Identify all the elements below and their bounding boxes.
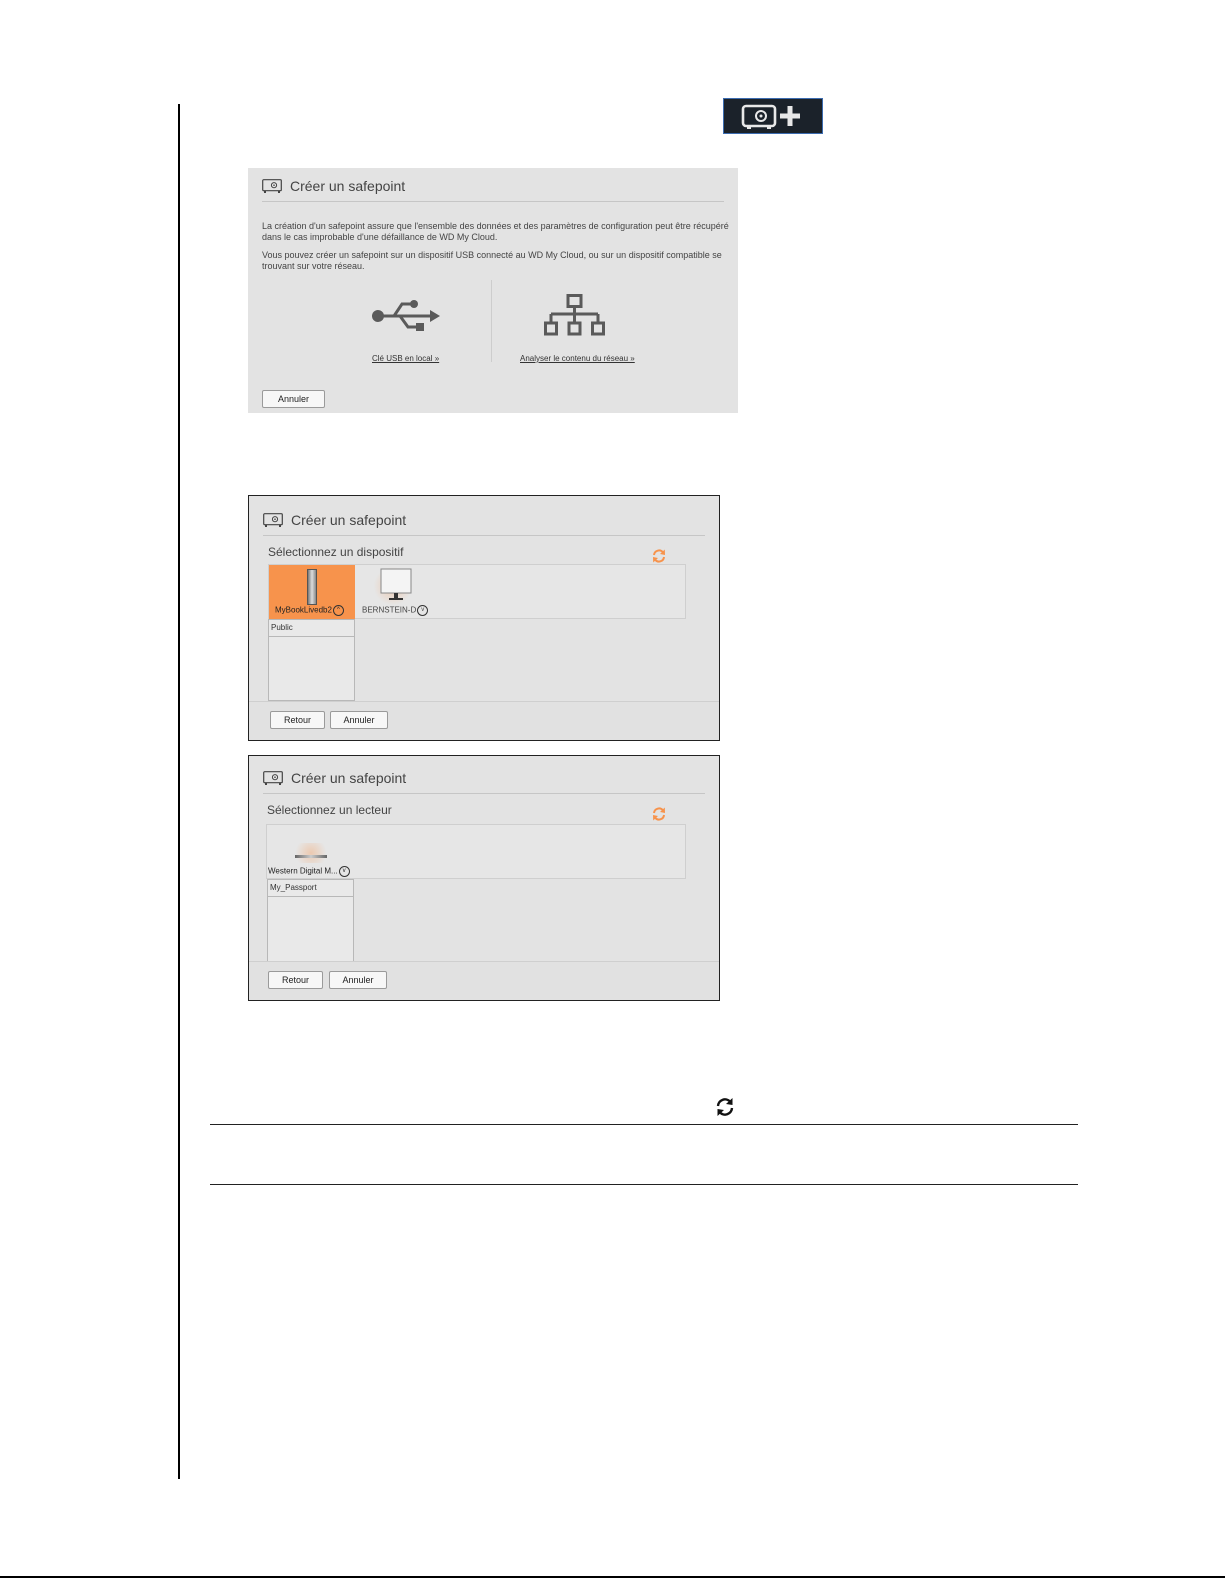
portable-drive-icon bbox=[295, 855, 327, 858]
dialog-footer bbox=[249, 961, 719, 1000]
share-list bbox=[268, 619, 355, 701]
select-device-dialog bbox=[248, 495, 720, 741]
cancel-button[interactable]: Annuler bbox=[329, 971, 387, 989]
usb-local-link[interactable]: Clé USB en local » bbox=[372, 354, 440, 363]
drive-name: Western Digital M... bbox=[268, 866, 338, 876]
chevron-down-icon[interactable]: v bbox=[339, 866, 350, 877]
note-top-rule bbox=[210, 1124, 1078, 1125]
back-button[interactable]: Retour bbox=[268, 971, 323, 989]
options-line: Vous pouvez créer un safepoint sur un dispositif USB connecté au WD My Cloud, ou sur un dispositif compatible se bbox=[262, 250, 722, 260]
select-drive-heading: Sélectionnez un lecteur bbox=[267, 803, 392, 817]
refresh-icon[interactable] bbox=[651, 548, 667, 564]
intro-paragraph bbox=[262, 221, 732, 243]
dialog-footer bbox=[249, 701, 719, 740]
safe-icon bbox=[263, 771, 283, 785]
left-margin-rule bbox=[178, 104, 180, 1479]
dialog-header bbox=[263, 763, 705, 794]
usb-icon[interactable] bbox=[370, 296, 440, 332]
select-drive-dialog bbox=[248, 755, 720, 1001]
safe-icon bbox=[263, 513, 283, 527]
device-name: BERNSTEIN-D bbox=[362, 605, 417, 615]
create-safepoint-icon[interactable] bbox=[723, 98, 823, 134]
dialog-header bbox=[263, 505, 705, 536]
safe-icon bbox=[262, 179, 282, 193]
back-button[interactable]: Retour bbox=[270, 711, 325, 729]
device-item-mybooklive[interactable] bbox=[269, 565, 355, 619]
intro-line: dans le cas improbable d'une défaillance de WD My Cloud. bbox=[262, 232, 498, 242]
refresh-icon[interactable] bbox=[651, 806, 667, 822]
create-safepoint-dialog-intro bbox=[248, 168, 738, 413]
footer-rule bbox=[0, 1576, 1225, 1578]
chevron-down-icon[interactable]: v bbox=[417, 605, 428, 616]
option-divider bbox=[491, 280, 492, 362]
cancel-button[interactable]: Annuler bbox=[262, 390, 325, 408]
dialog-title: Créer un safepoint bbox=[291, 512, 407, 528]
intro-line: La création d'un safepoint assure que l'ensemble des données et des paramètres de configuration peut être récupéré bbox=[262, 221, 729, 231]
dialog-title: Créer un safepoint bbox=[291, 770, 407, 786]
share-item-my-passport[interactable]: My_Passport bbox=[268, 880, 353, 897]
device-item-bernstein[interactable] bbox=[359, 565, 449, 619]
cancel-button[interactable]: Annuler bbox=[330, 711, 388, 729]
computer-monitor-icon bbox=[379, 568, 413, 602]
note-bottom-rule bbox=[210, 1184, 1078, 1185]
nas-drive-icon bbox=[307, 569, 317, 605]
sync-icon bbox=[714, 1096, 736, 1118]
scan-network-link[interactable]: Analyser le contenu du réseau » bbox=[520, 354, 635, 363]
options-line: trouvant sur votre réseau. bbox=[262, 261, 365, 271]
dialog-header bbox=[262, 171, 724, 202]
share-list bbox=[267, 879, 354, 962]
select-device-heading: Sélectionnez un dispositif bbox=[268, 545, 404, 559]
device-label bbox=[362, 605, 428, 616]
drive-glow bbox=[291, 843, 331, 863]
share-item-public[interactable]: Public bbox=[269, 620, 354, 637]
device-label bbox=[275, 605, 344, 616]
device-name: MyBookLivedb2 bbox=[275, 605, 332, 615]
chevron-up-icon[interactable]: ^ bbox=[333, 605, 344, 616]
network-icon[interactable] bbox=[544, 294, 606, 338]
drive-label bbox=[268, 866, 350, 877]
dialog-title: Créer un safepoint bbox=[290, 178, 406, 194]
drive-item-western-digital[interactable] bbox=[267, 825, 357, 879]
options-paragraph bbox=[262, 250, 732, 272]
